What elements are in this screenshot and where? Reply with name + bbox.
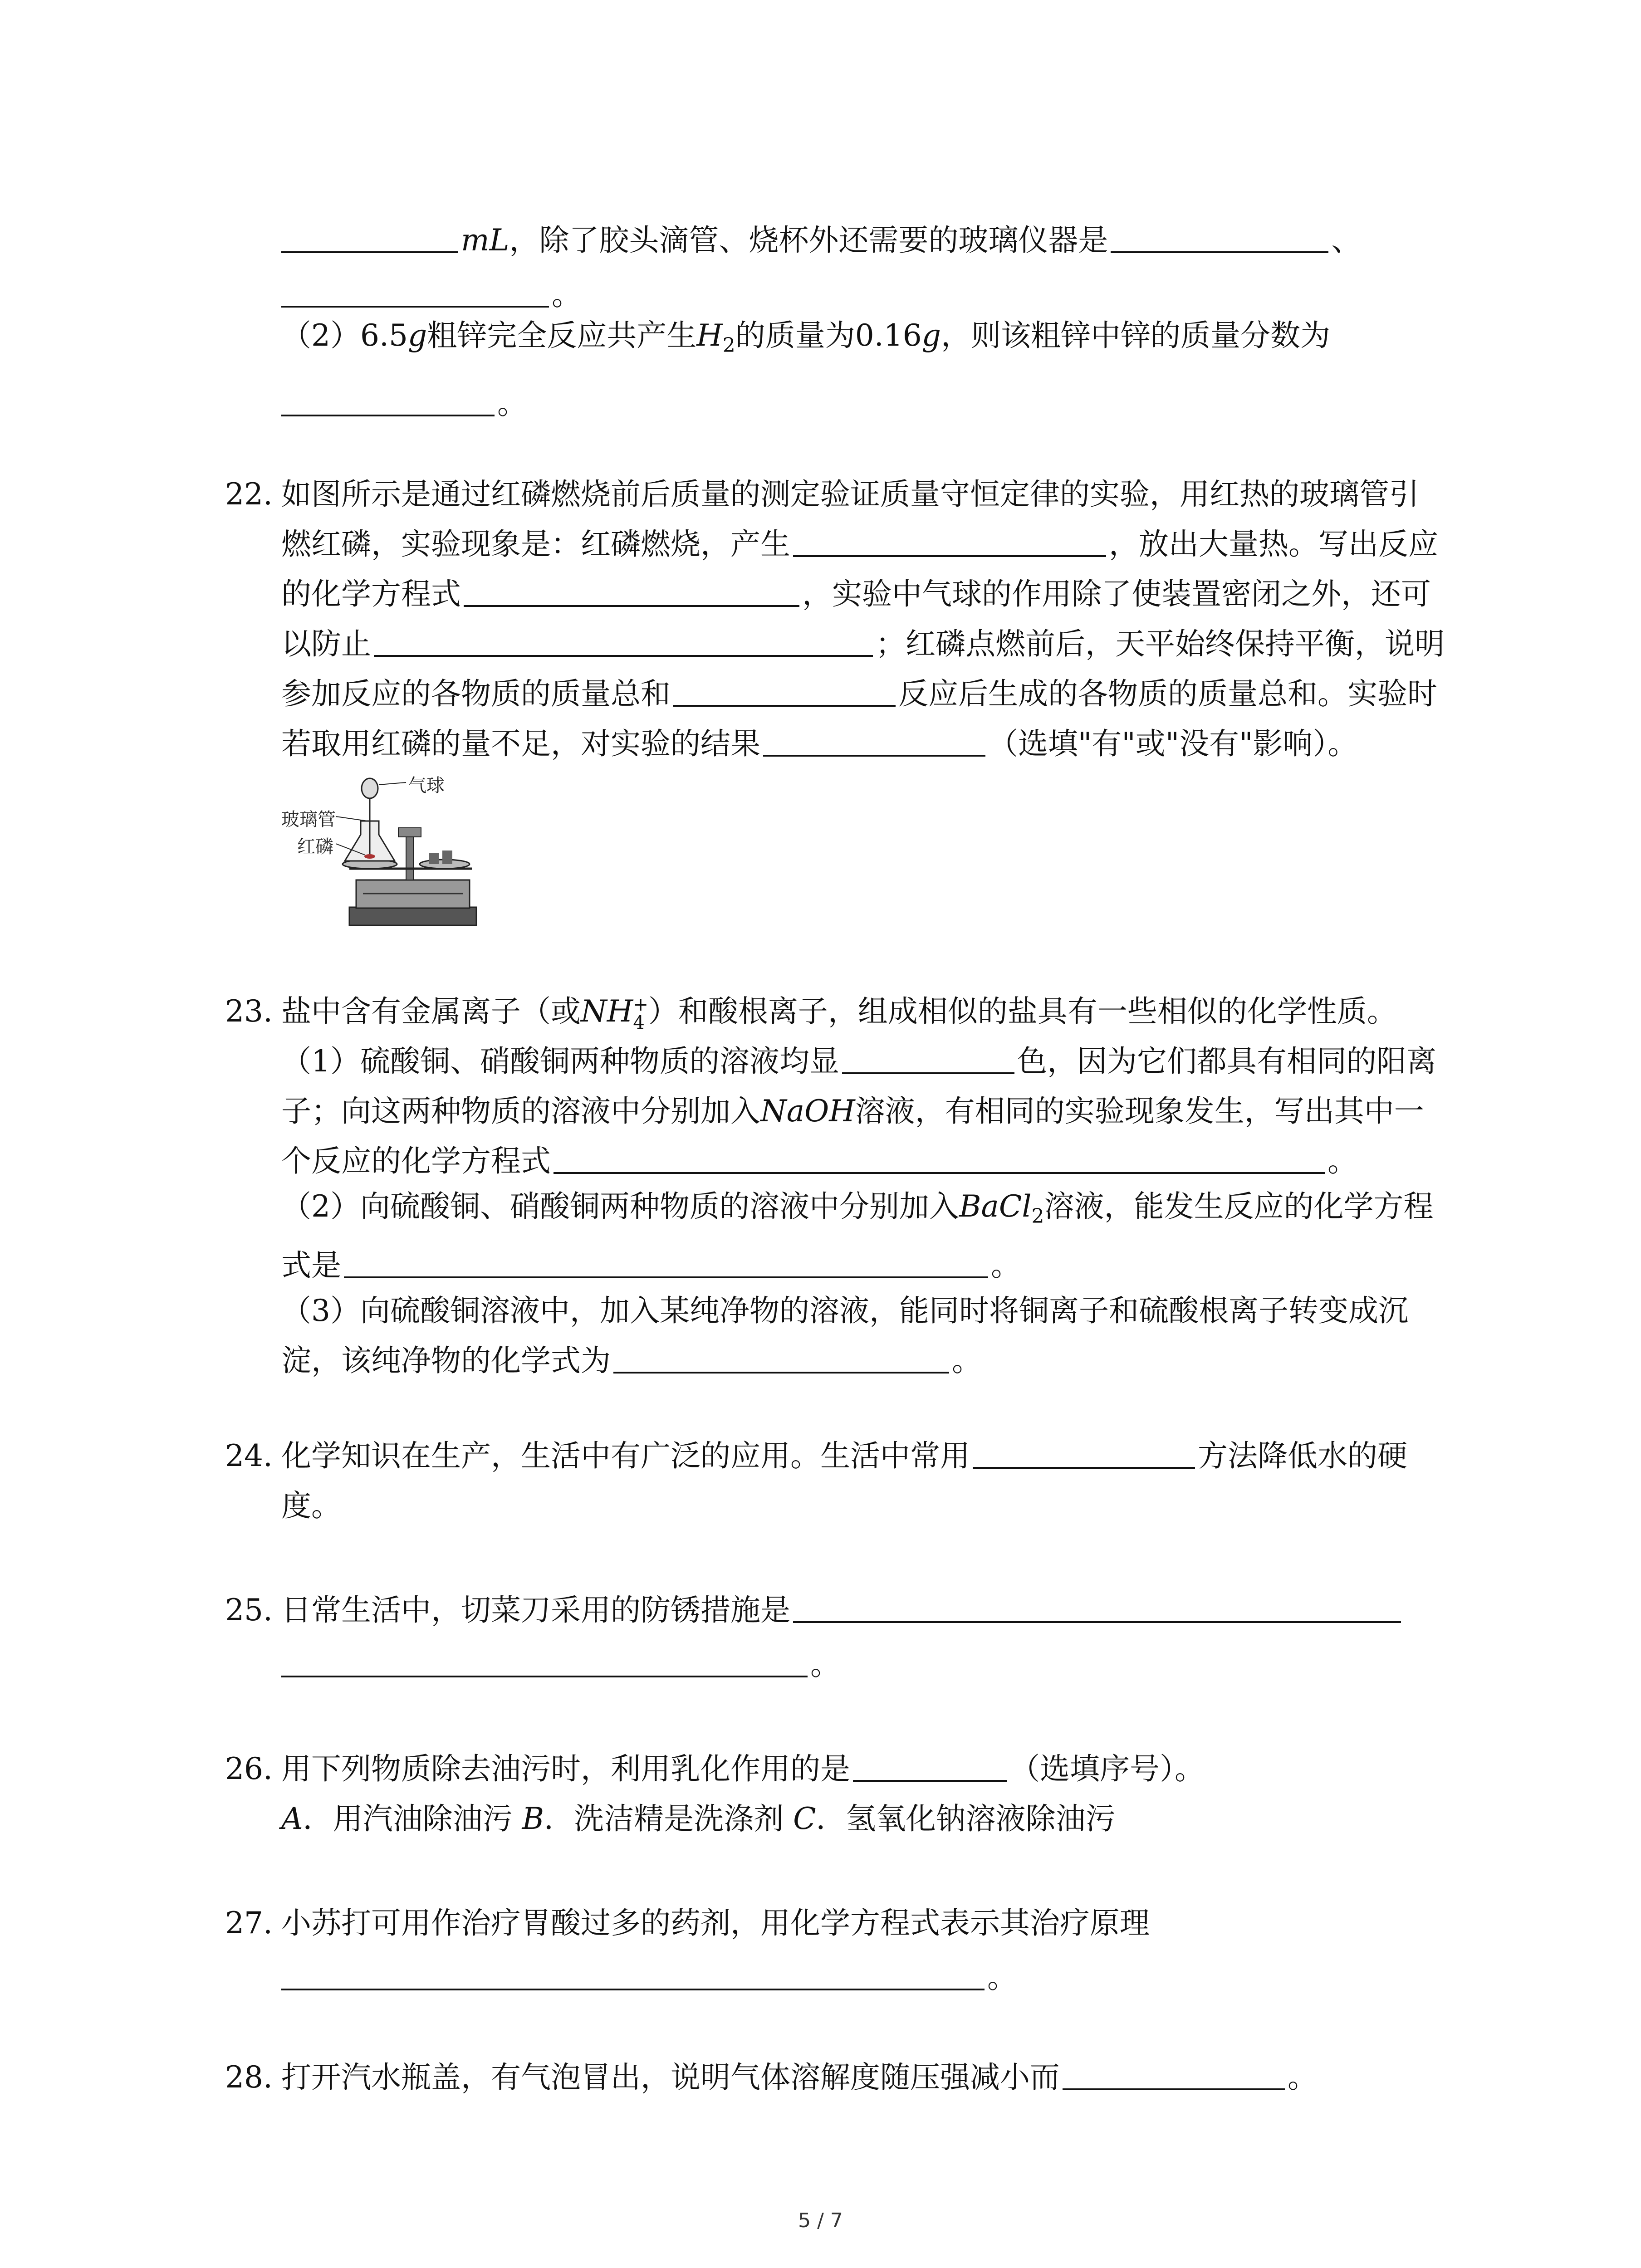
answer-blank[interactable] xyxy=(763,722,985,757)
answer-blank[interactable] xyxy=(344,1244,988,1278)
q26-line1: 用下列物质除去油污时，利用乳化作用的是 （选填序号）。 xyxy=(281,1746,1450,1792)
q28-line1: 打开汽水瓶盖，有气泡冒出，说明气体溶解度随压强减小而 。 xyxy=(281,2055,1450,2100)
q23-line3: 子；向这两种物质的溶液中分别加入NaOH溶液，有相同的实验现象发生，写出其中一 xyxy=(281,1094,1424,1129)
q27-line2: 。 xyxy=(281,1955,1450,2000)
q21-line1: mL，除了胶头滴管、烧杯外还需要的玻璃仪器是 、 xyxy=(281,218,1450,263)
q23-line5: （2）向硫酸铜、硝酸铜两种物质的溶液中分别加入BaCl$_2$溶液，能发生反应的化学方程 xyxy=(281,1189,1434,1228)
q24-line1: 化学知识在生产，生活中有广泛的应用。生活中常用 方法降低水的硬 xyxy=(281,1433,1450,1479)
answer-blank[interactable] xyxy=(554,1139,1325,1174)
q22-line3: 的化学方程式 ，实验中气球的作用除了使装置密闭之外，还可 xyxy=(281,572,1450,617)
q25-line1: 日常生活中，切菜刀采用的防锈措施是 xyxy=(281,1588,1450,1633)
q22-line1: 如图所示是通过红磷燃烧前后质量的测定验证质量守恒定律的实验，用红热的玻璃管引 xyxy=(281,477,1419,512)
answer-blank[interactable] xyxy=(853,1747,1007,1782)
q24-line2: 度。 xyxy=(281,1488,341,1523)
answer-blank[interactable] xyxy=(793,523,1106,557)
option-a-letter: A xyxy=(281,1801,303,1836)
question-number: 26. xyxy=(225,1751,273,1786)
label-glass-tube: 玻璃管 xyxy=(281,809,336,830)
q23-line1: 盐中含有金属离子（或NH + 4 ）和酸根离子，组成相似的盐具有一些相似的化学性质。 xyxy=(281,994,1397,1033)
answer-blank[interactable] xyxy=(281,1956,985,1990)
q23-line2: （1）硫酸铜、硝酸铜两种物质的溶液均显 色，因为它们都具有相同的阳离 xyxy=(281,1039,1450,1084)
answer-blank[interactable] xyxy=(281,382,495,416)
label-balloon: 气球 xyxy=(408,775,445,796)
page-number: 5 / 7 xyxy=(798,2209,843,2232)
q23-line8: 淀，该纯净物的化学式为 。 xyxy=(281,1338,1450,1383)
q27-line1: 小苏打可用作治疗胃酸过多的药剂，用化学方程式表示其治疗原理 xyxy=(281,1906,1150,1941)
q22-line6: 若取用红磷的量不足，对实验的结果 （选填"有"或"没有"影响）。 xyxy=(281,721,1450,767)
q21-line2: 。 xyxy=(281,272,1450,318)
q21-part2: （2）6.5g粗锌完全反应共产生$H_2$的质量为0.16g，则该粗锌中锌的质量分数为 xyxy=(281,318,1330,357)
q25-line2: 。 xyxy=(281,1642,1450,1687)
answer-blank[interactable] xyxy=(793,1589,1401,1623)
q26-options: A．用汽油除油污 B．洗洁精是洗涤剂 C．氢氧化钠溶液除油污 xyxy=(281,1801,1116,1836)
answer-blank[interactable] xyxy=(281,219,458,253)
balance-apparatus-figure xyxy=(281,771,481,934)
q23-line7: （3）向硫酸铜溶液中，加入某纯净物的溶液，能同时将铜离子和硫酸根离子转变成沉 xyxy=(281,1293,1408,1328)
answer-blank[interactable] xyxy=(374,622,873,657)
question-number: 22. xyxy=(225,477,273,512)
option-c-letter: C xyxy=(793,1801,816,1836)
q22-line5: 参加反应的各物质的质量总和 反应后生成的各物质的质量总和。实验时 xyxy=(281,671,1450,717)
question-number: 28. xyxy=(225,2060,273,2095)
q23-line6: 式是 。 xyxy=(281,1243,1450,1288)
answer-blank[interactable] xyxy=(613,1339,949,1374)
label-red-phosphorus: 红磷 xyxy=(297,836,333,857)
option-b-letter: B xyxy=(522,1801,544,1836)
answer-blank[interactable] xyxy=(281,1643,808,1677)
answer-blank[interactable] xyxy=(1063,2056,1285,2090)
q23-line4: 个反应的化学方程式 。 xyxy=(281,1139,1450,1184)
q22-line2: 燃红磷，实验现象是：红磷燃烧，产生 ，放出大量热。写出反应 xyxy=(281,522,1450,567)
answer-blank[interactable] xyxy=(973,1434,1195,1469)
answer-blank[interactable] xyxy=(673,672,896,707)
answer-blank[interactable] xyxy=(1111,219,1328,253)
question-number: 23. xyxy=(225,994,273,1029)
question-number: 25. xyxy=(225,1593,273,1628)
question-number: 24. xyxy=(225,1438,273,1473)
q21-line3: 。 xyxy=(281,381,1450,426)
answer-blank[interactable] xyxy=(281,273,549,308)
answer-blank[interactable] xyxy=(842,1040,1014,1074)
q22-line4: 以防止 ；红磷点燃前后，天平始终保持平衡，说明 xyxy=(281,621,1450,667)
answer-blank[interactable] xyxy=(464,572,799,607)
question-number: 27. xyxy=(225,1906,273,1941)
